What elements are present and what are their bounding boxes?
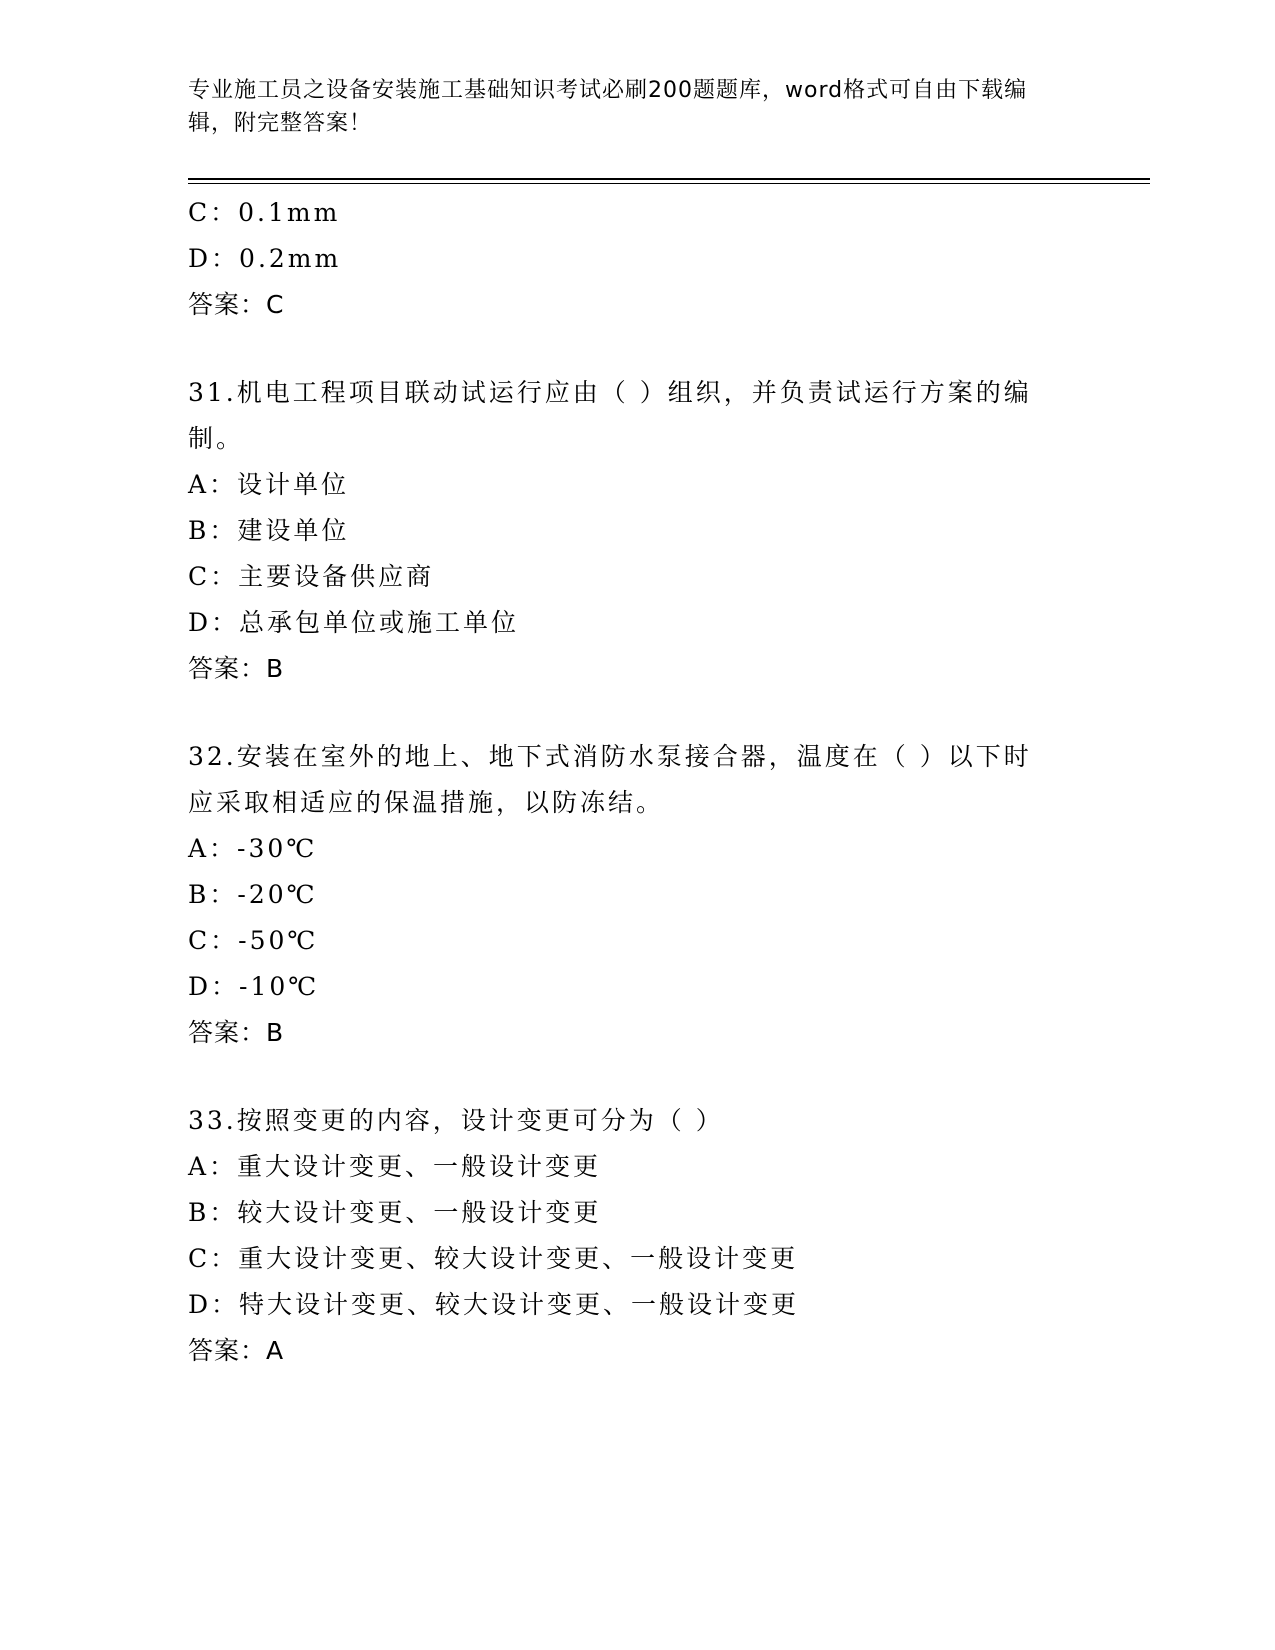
question-stem: 33.按照变更的内容，设计变更可分为（ ） xyxy=(188,1106,724,1135)
option-d: D：总承包单位或施工单位 xyxy=(188,608,520,637)
answer-line: 答案：B xyxy=(188,1018,285,1047)
answer-line: 答案：B xyxy=(188,654,285,683)
answer-line: 答案：A xyxy=(188,1336,285,1365)
question-list xyxy=(188,190,1068,1374)
option-b: B：建设单位 xyxy=(188,516,350,545)
option-a: A：-30℃ xyxy=(188,834,318,863)
option-c: C：0.1mm xyxy=(188,198,341,227)
option-a: A：设计单位 xyxy=(188,470,350,499)
option-b: B：较大设计变更、一般设计变更 xyxy=(188,1198,602,1227)
option-c: C：重大设计变更、较大设计变更、一般设计变更 xyxy=(188,1244,799,1273)
answer-line: 答案：C xyxy=(188,290,285,319)
question-stem: 32.安装在室外的地上、地下式消防水泵接合器，温度在（ ）以下时应采取相适应的保温措施，以防冻结。 xyxy=(188,742,1032,817)
header-divider-thick xyxy=(188,178,1150,180)
option-d: D：特大设计变更、较大设计变更、一般设计变更 xyxy=(188,1290,800,1319)
option-d: D：-10℃ xyxy=(188,972,320,1001)
carryover-block xyxy=(188,190,1068,328)
option-c: C：主要设备供应商 xyxy=(188,562,435,591)
question-stem: 31.机电工程项目联动试运行应由（ ）组织，并负责试运行方案的编制。 xyxy=(188,378,1032,453)
header-divider-thin xyxy=(188,183,1150,184)
question-31 xyxy=(188,370,1068,692)
option-a: A：重大设计变更、一般设计变更 xyxy=(188,1152,602,1181)
question-33 xyxy=(188,1098,1068,1374)
document-page xyxy=(188,0,1148,1650)
document-header: 专业施工员之设备安装施工基础知识考试必刷200题题库，word格式可自由下载编辑，附完整答案！ xyxy=(188,78,1028,136)
option-d: D：0.2mm xyxy=(188,244,342,273)
question-32 xyxy=(188,734,1068,1056)
option-c: C：-50℃ xyxy=(188,926,319,955)
option-b: B：-20℃ xyxy=(188,880,318,909)
